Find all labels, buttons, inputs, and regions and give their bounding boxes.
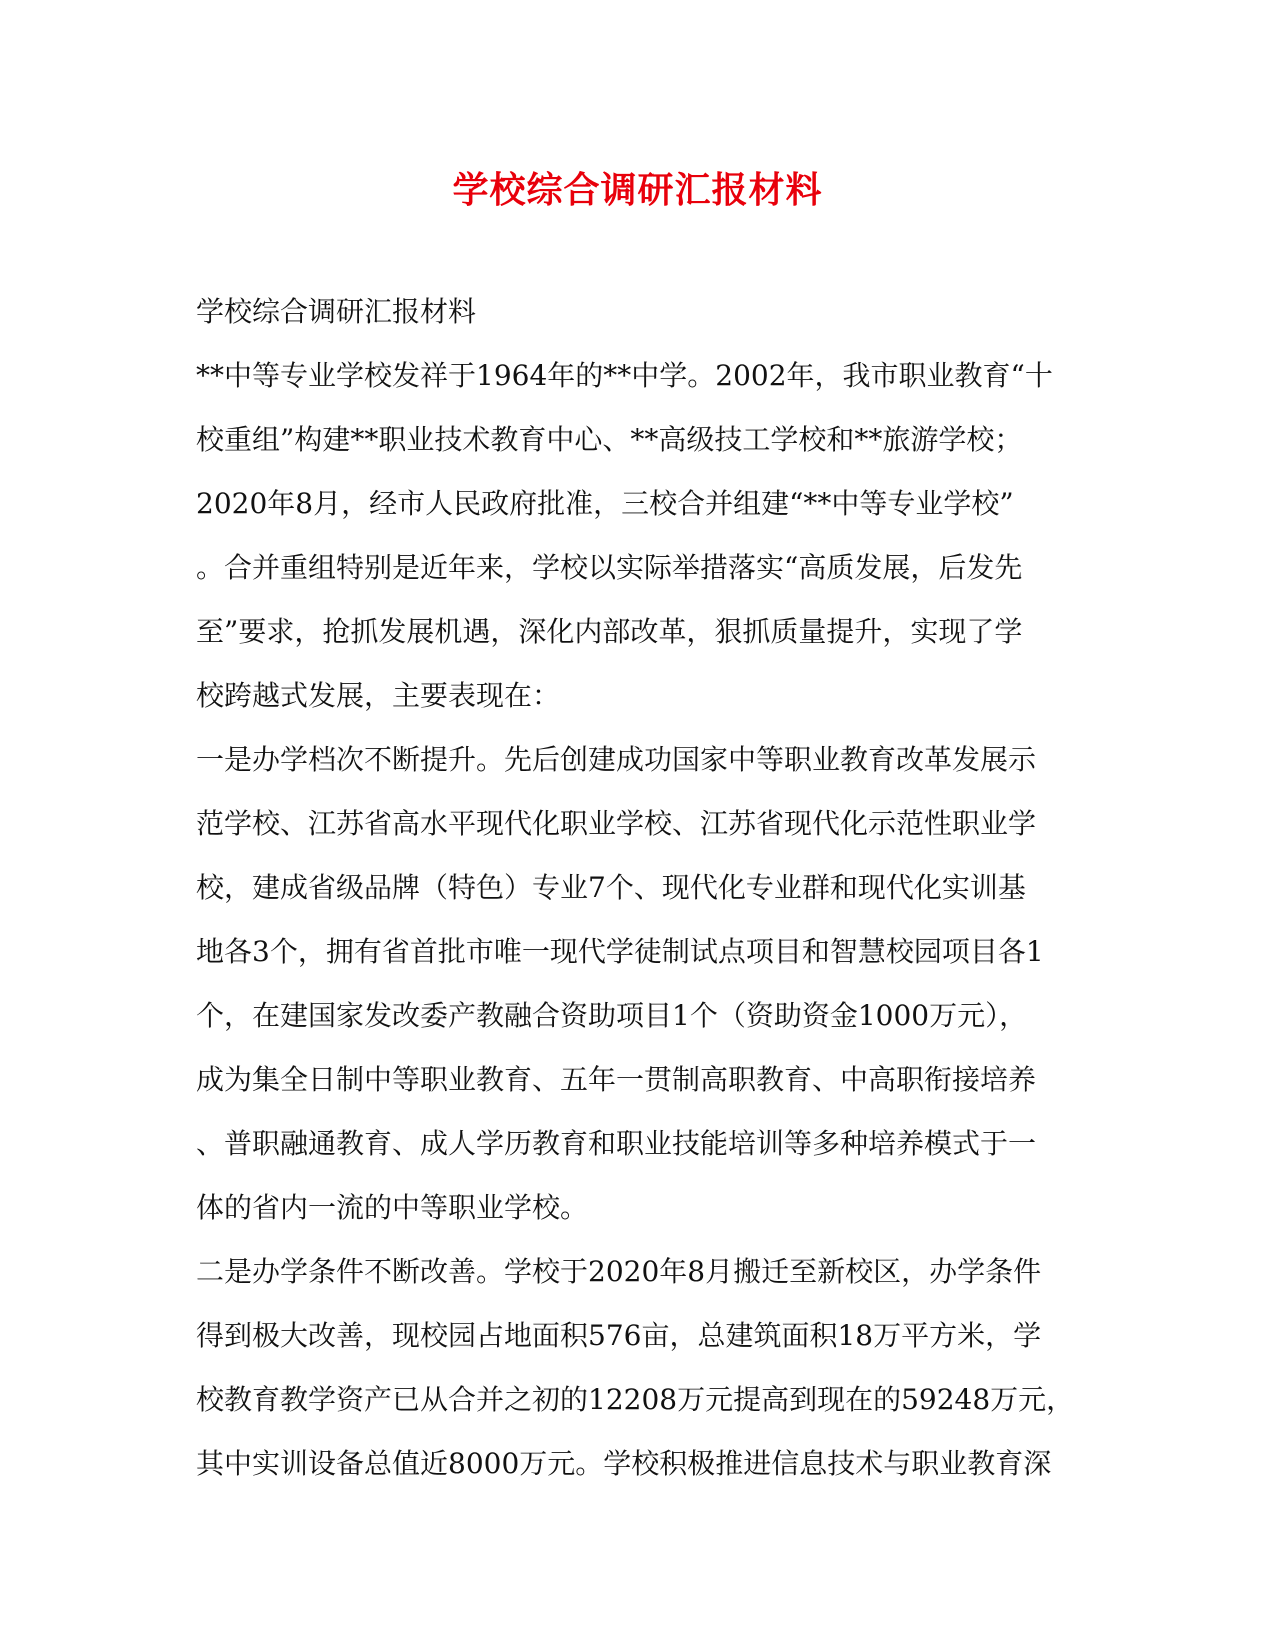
body-line: 校跨越式发展，主要表现在： bbox=[196, 679, 561, 712]
body-line: 得到极大改善，现校园占地面积576亩，总建筑面积18万平方米，学 bbox=[196, 1319, 1042, 1352]
document-body bbox=[196, 280, 1076, 1496]
body-line: 二是办学条件不断改善。学校于2020年8月搬迁至新校区，办学条件 bbox=[196, 1255, 1042, 1288]
body-line: 个，在建国家发改委产教融合资助项目1个（资助资金1000万元）， bbox=[196, 999, 1028, 1032]
body-line: **中等专业学校发祥于1964年的**中学。2002年，我市职业教育“十 bbox=[196, 359, 1053, 392]
body-line: 校，建成省级品牌（特色）专业7个、现代化专业群和现代化实训基 bbox=[196, 871, 1026, 904]
body-line: 范学校、江苏省高水平现代化职业学校、江苏省现代化示范性职业学 bbox=[196, 807, 1037, 840]
body-line: 校重组”构建**职业技术教育中心、**高级技工学校和**旅游学校； bbox=[196, 423, 1023, 456]
body-line: 其中实训设备总值近8000万元。学校积极推进信息技术与职业教育深 bbox=[196, 1447, 1052, 1480]
body-line: 校教育教学资产已从合并之初的12208万元提高到现在的59248万元， bbox=[196, 1383, 1075, 1416]
body-line: 体的省内一流的中等职业学校。 bbox=[196, 1191, 589, 1224]
body-line: 一是办学档次不断提升。先后创建成功国家中等职业教育改革发展示 bbox=[196, 743, 1037, 776]
body-line: 2020年8月，经市人民政府批准，三校合并组建“**中等专业学校” bbox=[196, 487, 1014, 520]
body-line: 至”要求，抢抓发展机遇，深化内部改革，狠抓质量提升，实现了学 bbox=[196, 615, 1023, 648]
body-line: 成为集全日制中等职业教育、五年一贯制高职教育、中高职衔接培养 bbox=[196, 1063, 1037, 1096]
body-line: 。合并重组特别是近年来，学校以实际举措落实“高质发展，后发先 bbox=[196, 551, 1023, 584]
document-title: 学校综合调研汇报材料 bbox=[452, 169, 823, 211]
body-line: 地各3个，拥有省首批市唯一现代学徒制试点项目和智慧校园项目各1 bbox=[196, 935, 1044, 968]
body-line: 学校综合调研汇报材料 bbox=[196, 295, 477, 328]
body-line: 、普职融通教育、成人学历教育和职业技能培训等多种培养模式于一 bbox=[196, 1127, 1037, 1160]
